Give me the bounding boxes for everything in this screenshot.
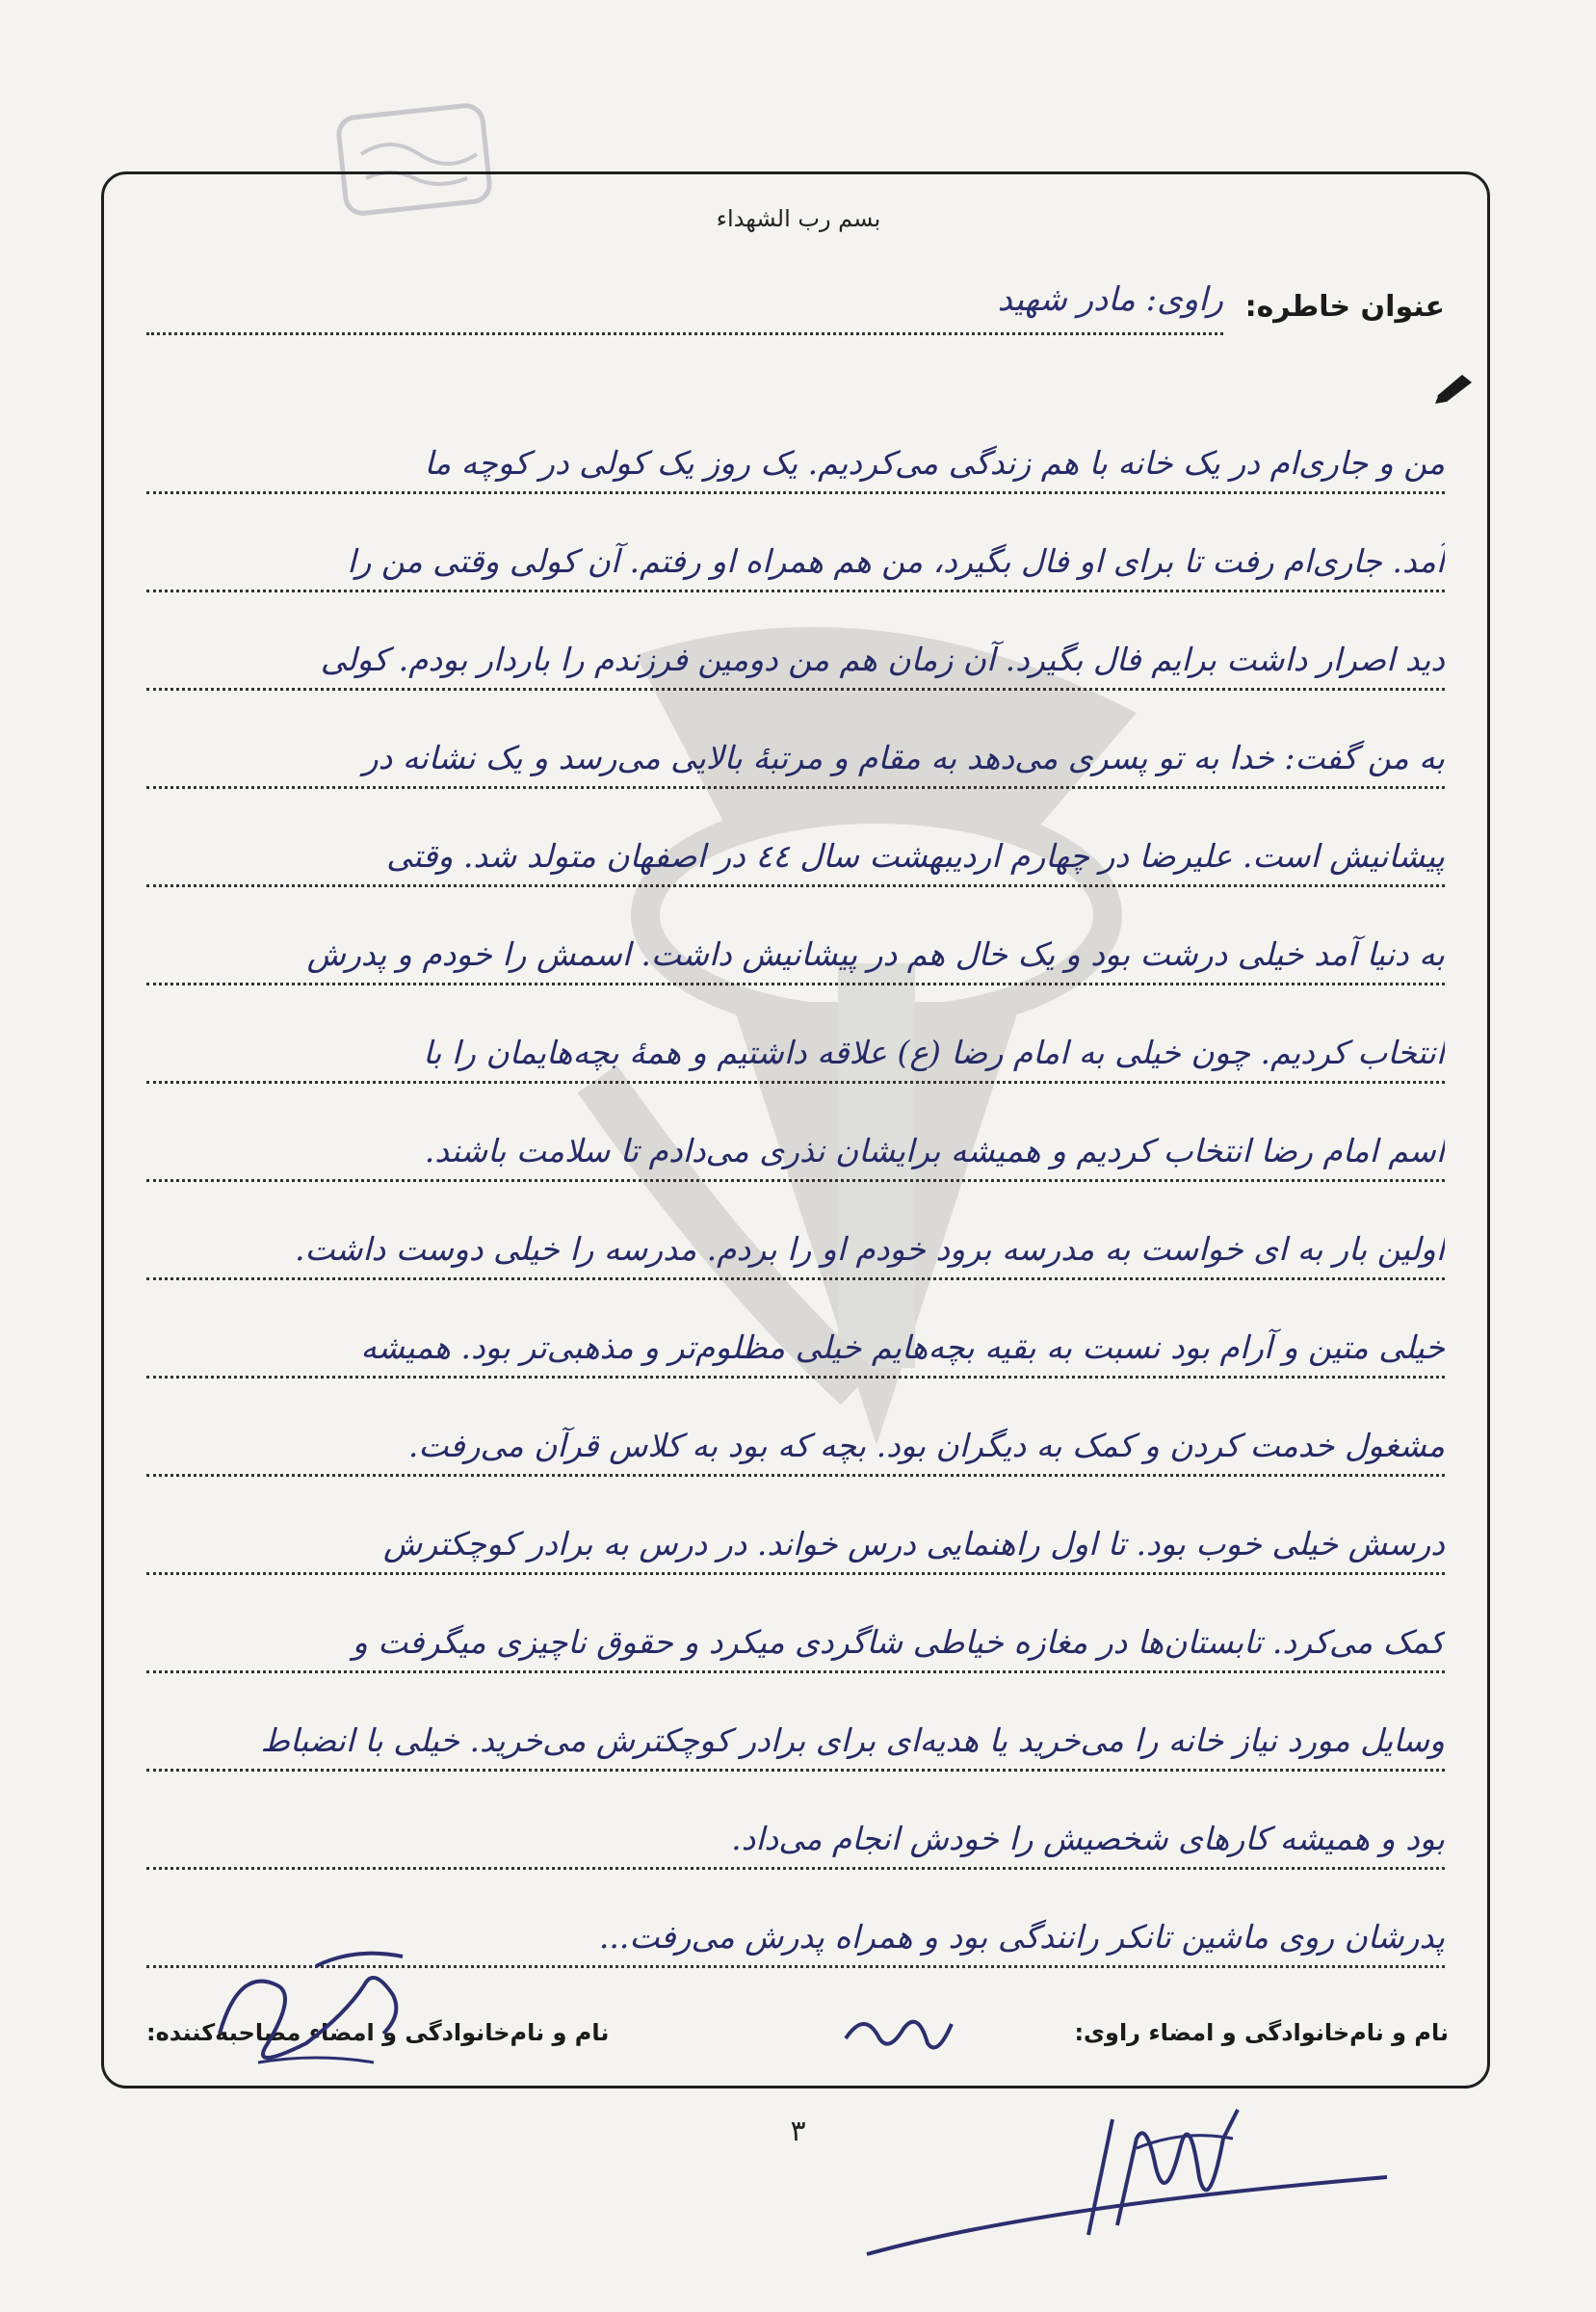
memoir-line-text: وسایل مورد نیاز خانه را می‌خرید یا هدیه‌ای برای برادر کوچکترش می‌خرید. خیلی با انضباط — [260, 1721, 1445, 1759]
title-dotted-line — [146, 332, 1223, 335]
memoir-line-text: اسم امام رضا انتخاب کردیم و همیشه برایشان نذری می‌دادم تا سلامت باشند. — [424, 1132, 1445, 1169]
memoir-line — [146, 1182, 1445, 1280]
memoir-line — [146, 1084, 1445, 1182]
memoir-line-text: درسش خیلی خوب بود. تا اول راهنمایی درس خواند. در درس به برادر کوچکترش — [382, 1525, 1445, 1563]
memoir-line-text: پدرشان روی ماشین تانکر رانندگی بود و همراه پدرش می‌رفت... — [598, 1918, 1445, 1956]
memoir-line — [146, 985, 1445, 1084]
memoir-line-text: اولین بار به ای خواست به مدرسه برود خودم او را بردم. مدرسه را خیلی دوست داشت. — [294, 1230, 1445, 1268]
interviewer-signature-label: نام و نام‌خانوادگی و امضاء مصاحبه‌کننده: — [146, 2019, 610, 2046]
page-number: ٣ — [790, 2115, 806, 2148]
narrator-handwritten-signature — [200, 1928, 432, 2082]
memoir-line — [146, 1772, 1445, 1870]
interviewer-handwritten-signature — [836, 2000, 961, 2067]
memoir-line-text: آمد. جاری‌ام رفت تا برای او فال بگیرد، من هم همراه او رفتم. آن کولی وقتی من را — [347, 542, 1445, 580]
memoir-line — [146, 396, 1445, 494]
memoir-line — [146, 789, 1445, 887]
memoir-line — [146, 1379, 1445, 1477]
memoir-line-text: خیلی متین و آرام بود نسبت به بقیه بچه‌هایم خیلی مظلوم‌تر و مذهبی‌تر بود. همیشه — [360, 1328, 1445, 1366]
memoir-line-text: به من گفت: خدا به تو پسری می‌دهد به مقام و مرتبهٔ بالایی می‌رسد و یک نشانه در — [362, 739, 1445, 776]
narrator-signature-label: نام و نام‌خانوادگی و امضاء راوی: — [1074, 2019, 1449, 2046]
memoir-line-text: به دنیا آمد خیلی درشت بود و یک خال هم در پیشانیش داشت. اسمش را خودم و پدرش — [306, 935, 1445, 973]
form-frame — [101, 171, 1490, 2089]
memoir-line — [146, 592, 1445, 691]
memoir-line — [146, 691, 1445, 789]
memoir-line — [146, 1477, 1445, 1575]
memoir-line — [146, 1673, 1445, 1772]
bottom-handwritten-signature — [848, 2090, 1406, 2293]
memoir-line-text: بود و همیشه کارهای شخصیش را خودش انجام می‌داد. — [731, 1820, 1445, 1857]
memoir-line-text: مشغول خدمت کردن و کمک به دیگران بود. بچه که بود به کلاس قرآن می‌رفت. — [407, 1427, 1445, 1464]
memoir-line — [146, 1280, 1445, 1379]
memoir-body — [146, 396, 1445, 1968]
memoir-title-label: عنوان خاطره: — [1244, 290, 1445, 324]
memoir-line — [146, 887, 1445, 985]
memoir-line-text: دید اصرار داشت برایم فال بگیرد. آن زمان هم من دومین فرزندم را باردار بودم. کولی — [320, 641, 1445, 678]
memoir-line-text: کمک می‌کرد. تابستان‌ها در مغازه خیاطی شاگردی میکرد و حقوق ناچیزی میگرفت و — [352, 1623, 1445, 1661]
basmala-header: بسم رب الشهداء — [716, 205, 881, 232]
memoir-line-text: من و جاری‌ام در یک خانه با هم زندگی می‌کردیم. یک روز یک کولی در کوچه ما — [424, 444, 1445, 482]
memoir-line-text: انتخاب کردیم. چون خیلی به امام رضا (ع) علاقه داشتیم و همهٔ بچه‌هایمان را با — [423, 1034, 1445, 1071]
title-row — [146, 280, 1445, 348]
memoir-line-text: پیشانیش است. علیرضا در چهارم اردیبهشت سال ٤٤ در اصفهان متولد شد. وقتی — [386, 837, 1445, 875]
memoir-title-value: راوی: مادر شهید — [997, 280, 1223, 319]
memoir-line — [146, 1575, 1445, 1673]
memoir-line — [146, 494, 1445, 592]
